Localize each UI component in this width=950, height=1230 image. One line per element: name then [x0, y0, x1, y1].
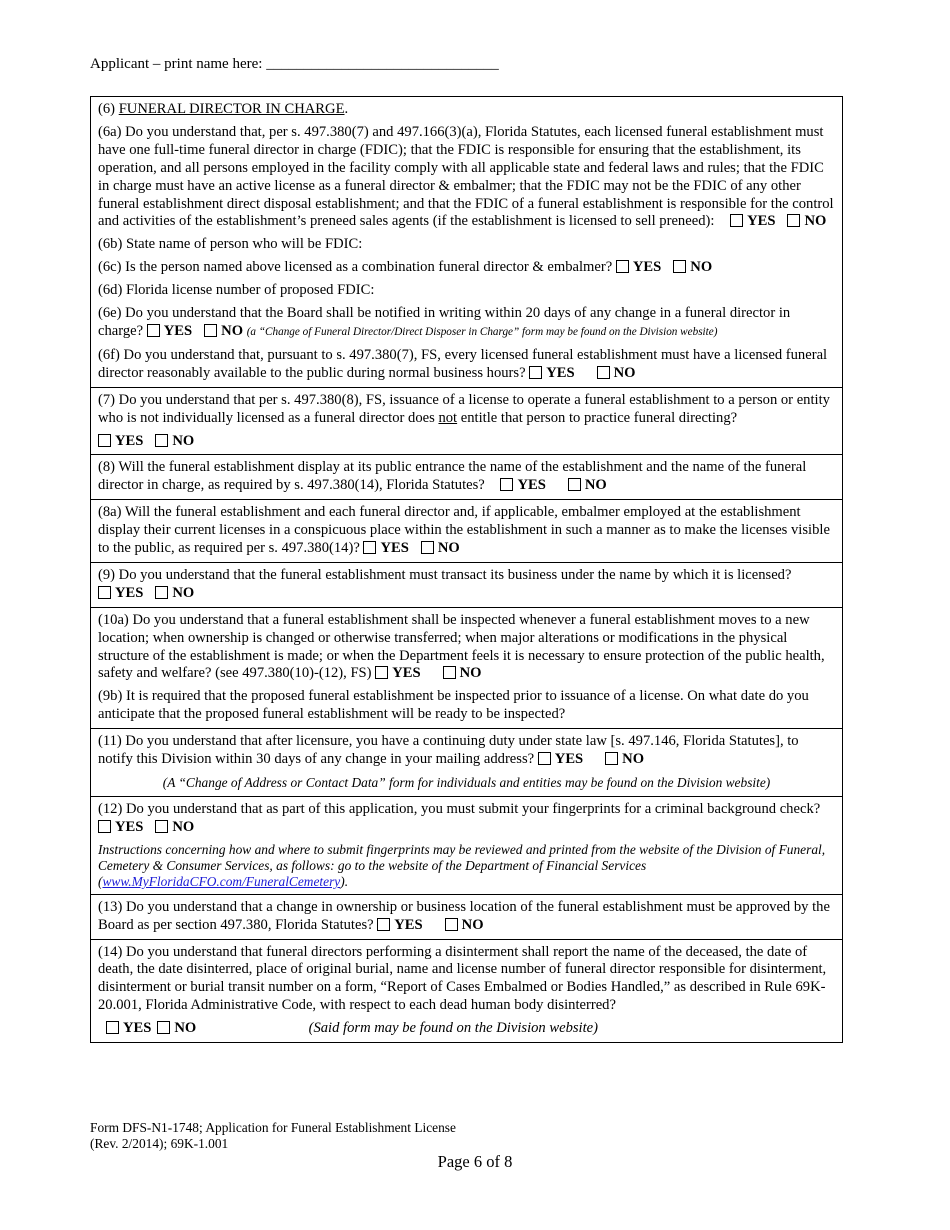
- section-10: [91, 607, 842, 728]
- yes-checkbox-10a[interactable]: [375, 666, 388, 679]
- question-14: (14) Do you understand that funeral directors performing a disinterment shall report the name of the deceased, the date of death, the date disinterred, place of original burial, name and license number of funeral director responsible for disinterment, disinterment or burial transit number on a form, “Report of Cases Embalmed or Bodies Handled,” as described in Rule 69K-20.001, Florida Administrative Code, with respect to each dead human body disinterred?: [98, 943, 827, 1014]
- question-14-options: YES NO (Said form may be found on the Division website): [98, 1020, 835, 1038]
- question-12: (12) Do you understand that as part of this application, you must submit your fingerprints for a criminal background check? YES NO: [98, 800, 821, 835]
- section-6: [91, 97, 842, 387]
- no-checkbox-7[interactable]: [155, 434, 168, 447]
- question-6a: (6a) Do you understand that, per s. 497.380(7) and 497.166(3)(a), Florida Statutes, each licensed funeral establishment must have one full-time funeral director in charge (FDIC); that the FDIC is responsible for ensuring that the establishment, its operation, and all persons employed in the facility comply with all applicable state and federal laws and rules; that the FDIC in charge must have an active license as a funeral director & embalmer; that the FDIC may not be the FDIC of any other funeral establishment direct disposal establishment; and that the FDIC of a funeral establishment is responsible for the control and activities of the establishment’s preneed sales agents (if the establishment is licensed to sell preneed): YES NO: [98, 123, 834, 230]
- yes-checkbox-13[interactable]: [377, 918, 390, 931]
- question-10a: (10a) Do you understand that a funeral establishment shall be inspected whenever a funeral establishment moves to a new location; when ownership is changed or otherwise transferred; when major alterations or modifications in the physical structure of the establishment is made; or when the Department feels it is necessary to ensure protection of the public health, safety and welfare? (see 497.380(10)-(12), FS) YES NO: [98, 611, 825, 682]
- section-6-title: FUNERAL DIRECTOR IN CHARGE: [118, 101, 345, 117]
- question-6c: (6c) Is the person named above licensed as a combination funeral director & embalmer? YES NO: [98, 259, 713, 276]
- no-checkbox-8[interactable]: [568, 478, 581, 491]
- applicant-name-field[interactable]: _______________________________: [266, 56, 499, 72]
- yes-checkbox-6f[interactable]: [529, 366, 542, 379]
- no-checkbox-6e[interactable]: [204, 324, 217, 337]
- question-8a: (8a) Will the funeral establishment and each funeral director and, if applicable, embalmer employed at the establishment display their current licenses in a conspicuous place within the establishment in such a manner as to make the licenses visible to the public, as required per s. 497.380(14)? YES NO: [98, 504, 830, 557]
- question-13: (13) Do you understand that a change in ownership or business location of the funeral establishment must be approved by the Board as per section 497.380, Florida Statutes? YES NO: [98, 898, 830, 933]
- yes-checkbox-8a[interactable]: [363, 541, 376, 554]
- question-7: (7) Do you understand that per s. 497.380(8), FS, issuance of a license to operate a funeral establishment to a person or entity who is not individually licensed as a funeral director does not entitle that person to practice funeral directing?: [98, 391, 830, 426]
- no-checkbox-6f[interactable]: [597, 366, 610, 379]
- question-6b: (6b) State name of person who will be FDIC:: [98, 236, 363, 253]
- form-revision-line: (Rev. 2/2014); 69K-1.001: [90, 1136, 229, 1151]
- no-checkbox-8a[interactable]: [421, 541, 434, 554]
- note-12: Instructions concerning how and where to submit fingerprints may be reviewed and printed from the website of the Division of Funeral, Cemetery & Consumer Services, as follows: go to the website of the Department of Financial Services (www.MyFloridaCFO.com/FuneralCemetery).: [98, 841, 826, 889]
- yes-checkbox-9[interactable]: [98, 586, 111, 599]
- section-8: [91, 454, 842, 499]
- question-6d: (6d) Florida license number of proposed FDIC:: [98, 282, 375, 299]
- questionnaire-box: [90, 96, 843, 1043]
- no-checkbox-6a[interactable]: [787, 214, 800, 227]
- question-6e: (6e) Do you understand that the Board shall be notified in writing within 20 days of any change in a funeral director in charge? YES NO (a “Change of Funeral Director/Direct Disposer in Charge” form may be found on the Division website): [98, 305, 791, 339]
- section-12: [91, 796, 842, 894]
- yes-checkbox-14[interactable]: [106, 1021, 119, 1034]
- page-number: Page 6 of 8: [437, 1152, 513, 1171]
- no-checkbox-13[interactable]: [445, 918, 458, 931]
- applicant-label: Applicant – print name here:: [90, 56, 263, 72]
- section-13: [91, 894, 842, 939]
- section-14: [91, 939, 842, 1043]
- division-website-link[interactable]: www.MyFloridaCFO.com/FuneralCemetery: [102, 873, 341, 889]
- question-9: (9) Do you understand that the funeral establishment must transact its business under the name by which it is licensed? YES NO: [98, 566, 792, 601]
- section-7: [91, 387, 842, 455]
- question-11: (11) Do you understand that after licensure, you have a continuing duty under state law [s. 497.146, Florida Statutes], to notify this Division within 30 days of any change in your mailing address? YES NO: [98, 733, 799, 768]
- no-checkbox-11[interactable]: [605, 752, 618, 765]
- question-9b: (9b) It is required that the proposed funeral establishment be inspected prior to issuance of a license. On what date do you anticipate that the proposed funeral establishment will be ready to be inspected?: [98, 688, 809, 723]
- yes-checkbox-11[interactable]: [538, 752, 551, 765]
- section-9: [91, 562, 842, 607]
- no-checkbox-6c[interactable]: [673, 260, 686, 273]
- section-11: [91, 728, 842, 796]
- note-6e: (a “Change of Funeral Director/Direct Disposer in Charge” form may be found on the Division website): [246, 325, 718, 338]
- question-6f: (6f) Do you understand that, pursuant to s. 497.380(7), FS, every licensed funeral establishment must have a licensed funeral director reasonably available to the public during normal business hours? YES NO: [98, 346, 828, 381]
- yes-checkbox-6a[interactable]: [730, 214, 743, 227]
- yes-checkbox-12[interactable]: [98, 820, 111, 833]
- note-14: (Said form may be found on the Division website): [308, 1020, 598, 1037]
- question-8: (8) Will the funeral establishment display at its public entrance the name of the establishment and the name of the funeral director in charge, as required by s. 497.380(14), Florida Statutes? YES NO: [98, 459, 807, 494]
- yes-checkbox-8[interactable]: [500, 478, 513, 491]
- question-7-options: YES NO: [98, 433, 835, 451]
- note-11: (A “Change of Address or Contact Data” form for individuals and entities may be found on the Division website): [162, 775, 771, 790]
- form-id-line: Form DFS-N1-1748; Application for Funeral Establishment License: [90, 1120, 456, 1135]
- section-8a: [91, 499, 842, 562]
- section-6-heading: (6) FUNERAL DIRECTOR IN CHARGE.: [98, 101, 349, 117]
- no-checkbox-10a[interactable]: [443, 666, 456, 679]
- yes-checkbox-7[interactable]: [98, 434, 111, 447]
- yes-checkbox-6e[interactable]: [147, 324, 160, 337]
- no-checkbox-12[interactable]: [155, 820, 168, 833]
- applicant-name-line: [90, 56, 499, 73]
- no-checkbox-9[interactable]: [155, 586, 168, 599]
- yes-checkbox-6c[interactable]: [616, 260, 629, 273]
- form-footer: [90, 1120, 456, 1152]
- no-checkbox-14[interactable]: [157, 1021, 170, 1034]
